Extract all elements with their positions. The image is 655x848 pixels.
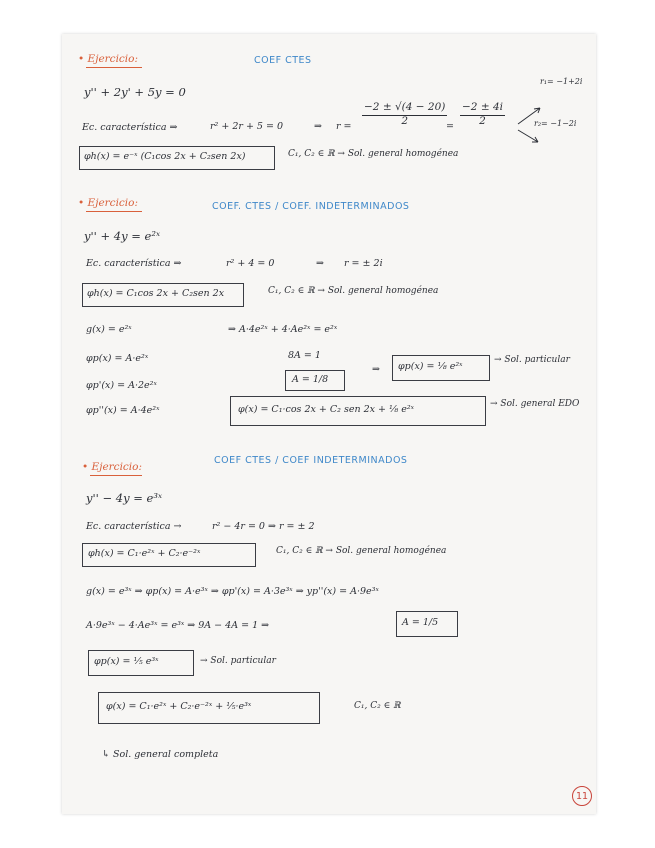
exercise-2-homogeneous-solution: φh(x) = C₁cos 2x + C₂sen 2x — [87, 288, 225, 299]
exercise-2-general-note: → Sol. general EDO — [490, 399, 580, 409]
exercise-2-title-underline — [86, 211, 142, 212]
exercise-2-substitution: ⇒ A·4e²ˣ + 4·Ae²ˣ = e²ˣ — [228, 324, 338, 335]
exercise-1-title: • Ejercicio: — [78, 53, 139, 65]
exercise-2-particular-note: → Sol. particular — [494, 355, 570, 365]
exercise-2-8a-equation: 8A = 1 — [288, 350, 321, 361]
exercise-1-fraction-1-denominator: 2 — [401, 114, 409, 127]
page-number: 11 — [572, 786, 592, 806]
exercise-2-tag: COEF. CTES / COEF. INDETERMINADOS — [212, 201, 410, 212]
exercise-2-general-solution: φ(x) = C₁·cos 2x + C₂ sen 2x + ⅛ e²ˣ — [238, 404, 415, 415]
exercise-3-general-note: C₁, C₂ ∈ ℝ — [354, 701, 401, 711]
notebook-page — [62, 34, 596, 814]
exercise-2-particular-1: φp'(x) = A·2e²ˣ — [86, 380, 157, 391]
exercise-1-root-2: r₂= −1−2i — [534, 119, 577, 128]
exercise-1-root-arrows — [516, 86, 546, 136]
exercise-2-char-equation: r² + 4 = 0 — [226, 258, 275, 269]
exercise-3-general-solution: φ(x) = C₁·e²ˣ + C₂·e⁻²ˣ + ⅕·e³ˣ — [106, 701, 252, 712]
exercise-3-final-note: ↳ Sol. general completa — [102, 749, 219, 760]
exercise-3-substitution: A·9e³ˣ − 4·Ae³ˣ = e³ˣ ⇒ 9A − 4A = 1 ⇒ — [86, 620, 270, 631]
exercise-1-homogeneous-solution: φh(x) = e⁻ˣ (C₁cos 2x + C₂sen 2x) — [84, 151, 246, 162]
exercise-2-g: g(x) = e²ˣ — [86, 324, 132, 335]
exercise-1-fraction-1 — [362, 102, 447, 127]
exercise-3-tag: COEF CTES / COEF INDETERMINADOS — [214, 455, 408, 466]
exercise-3-char-equation: r² − 4r = 0 ⇒ r = ± 2 — [212, 521, 315, 532]
exercise-3-derivative-chain: g(x) = e³ˣ ⇒ φp(x) = A·e³ˣ ⇒ φp'(x) = A·3e³ˣ ⇒ yp''(x) = A·9e³ˣ — [86, 586, 379, 597]
exercise-1-fraction-2 — [460, 102, 505, 127]
exercise-1-r-equals: r = — [336, 121, 352, 132]
exercise-3-particular-note: → Sol. particular — [200, 656, 276, 666]
exercise-2-equation: y'' + 4y = e²ˣ — [84, 229, 161, 243]
exercise-1-equation: y'' + 2y' + 5y = 0 — [84, 85, 186, 99]
exercise-1-fraction-1-numerator: −2 ± √(4 − 20) — [362, 102, 447, 116]
exercise-3-homogeneous-note: C₁, C₂ ∈ ℝ → Sol. general homogénea — [276, 546, 447, 556]
exercise-3-char-label: Ec. característica → — [86, 521, 182, 532]
exercise-1-fraction-2-numerator: −2 ± 4i — [460, 102, 505, 116]
exercise-3-title-underline — [90, 475, 142, 476]
exercise-1-arrow: ⇒ — [314, 121, 322, 132]
exercise-2-a-value: A = 1/8 — [292, 374, 329, 385]
exercise-1-root-1: r₁= −1+2i — [540, 77, 583, 86]
exercise-2-particular-0: φp(x) = A·e²ˣ — [86, 353, 149, 364]
exercise-1-tag: COEF CTES — [254, 55, 312, 66]
exercise-2-roots: r = ± 2i — [344, 258, 383, 269]
exercise-1-char-equation: r² + 2r + 5 = 0 — [210, 121, 284, 132]
exercise-1-title-underline — [86, 67, 142, 68]
exercise-2-title: • Ejercicio: — [78, 197, 139, 209]
exercise-1-homogeneous-note: C₁, C₂ ∈ ℝ → Sol. general homogénea — [288, 149, 459, 159]
exercise-2-homogeneous-note: C₁, C₂ ∈ ℝ → Sol. general homogénea — [268, 286, 439, 296]
exercise-3-homogeneous-solution: φh(x) = C₁·e²ˣ + C₂·e⁻²ˣ — [88, 548, 201, 559]
exercise-1-equals: = — [446, 121, 454, 132]
exercise-2-char-label: Ec. característica ⇒ — [86, 258, 182, 269]
exercise-1-char-label: Ec. característica ⇒ — [82, 122, 178, 133]
exercise-3-a-value: A = 1/5 — [402, 617, 439, 628]
exercise-2-arrow: ⇒ — [316, 258, 324, 269]
exercise-3-equation: y'' − 4y = e³ˣ — [86, 491, 163, 505]
exercise-2-particular-2: φp''(x) = A·4e²ˣ — [86, 405, 160, 416]
exercise-3-title: • Ejercicio: — [82, 461, 143, 473]
exercise-3-particular-solution: φp(x) = ⅕ e³ˣ — [94, 656, 159, 667]
exercise-2-implies: ⇒ — [372, 364, 380, 375]
exercise-2-particular-solution: φp(x) = ⅛ e²ˣ — [398, 361, 463, 372]
exercise-1-fraction-2-denominator: 2 — [479, 114, 486, 127]
